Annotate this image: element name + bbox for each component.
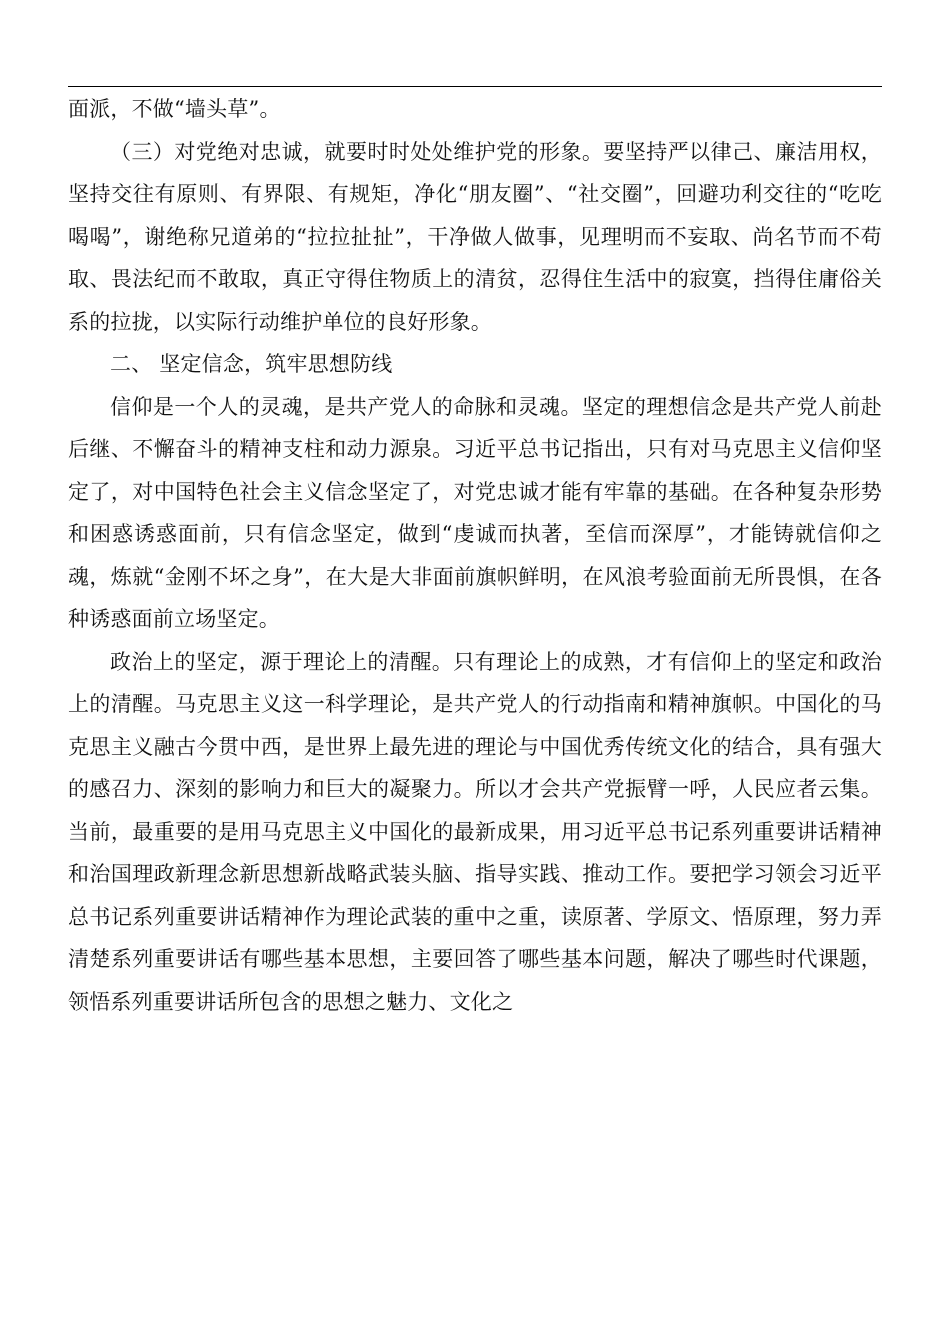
paragraph-continuation: 面派，不做“墙头草”。	[68, 97, 281, 121]
document-body	[68, 88, 882, 1023]
paragraph-faith: 信仰是一个人的灵魂，是共产党人的命脉和灵魂。坚定的理想信念是共产党人前赴后继、不懈奋斗的精神支柱和动力源泉。习近平总书记指出，只有对马克思主义信仰坚定了，对中国特色社会主义信念坚定了，对党忠诚才能有牢靠的基础。在各种复杂形势和困惑诱惑面前，只有信念坚定，做到“虔诚而执著，至信而深厚”，才能铸就信仰之魂，炼就“金刚不坏之身”，在大是大非面前旗帜鲜明，在风浪考验面前无所畏惧，在各种诱惑面前立场坚定。	[68, 394, 882, 631]
paragraph-political-firmness: 政治上的坚定，源于理论上的清醒。只有理论上的成熟，才有信仰上的坚定和政治上的清醒。马克思主义这一科学理论，是共产党人的行动指南和精神旗帜。中国化的马克思主义融古今贯中西，是世界上最先进的理论与中国优秀传统文化的结合，具有强大的感召力、深刻的影响力和巨大的凝聚力。所以才会共产党振臂一呼，人民应者云集。当前，最重要的是用马克思主义中国化的最新成果，用习近平总书记系列重要讲话精神和治国理政新理念新思想新战略武装头脑、指导实践、推动工作。要把学习领会习近平总书记系列重要讲话精神作为理论武装的重中之重，读原著、学原文、悟原理，努力弄清楚系列重要讲话有哪些基本思想，主要回答了哪些基本问题，解决了哪些时代课题，领悟系列重要讲话所包含的思想之魅力、文化之	[68, 649, 882, 1014]
section-heading-firm-belief: 二、 坚定信念，筑牢思想防线	[110, 352, 393, 376]
header-rule	[68, 86, 882, 87]
paragraph-loyalty-image: （三）对党绝对忠诚，就要时时处处维护党的形象。要坚持严以律己、廉洁用权，坚持交往有原则、有界限、有规矩，净化“朋友圈”、“社交圈”，回避功利交往的“吃吃喝喝”，谢绝称兄道弟的“拉拉扯扯”，干净做人做事，见理明而不妄取、尚名节而不苟取、畏法纪而不敢取，真正守得住物质上的清贫，忍得住生活中的寂寞，挡得住庸俗关系的拉拢，以实际行动维护单位的良好形象。	[68, 139, 882, 334]
